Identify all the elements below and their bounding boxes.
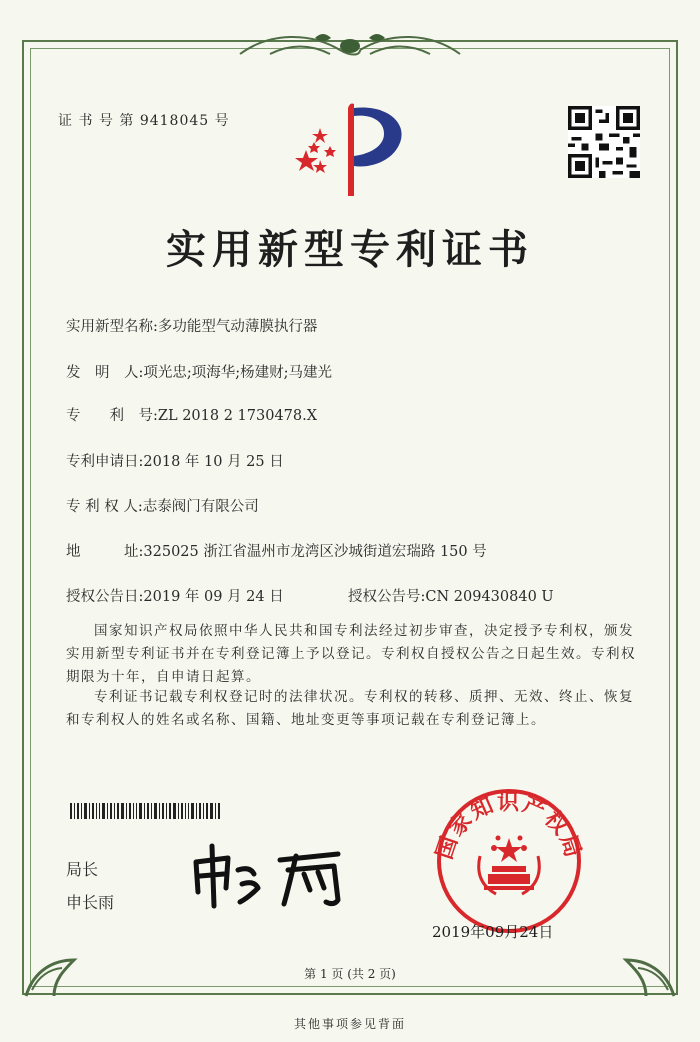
- official-seal: [424, 786, 594, 936]
- certificate-title: 实用新型专利证书: [166, 226, 534, 273]
- field-label: 实用新型名称:: [66, 319, 158, 335]
- grant-number-row: [348, 585, 554, 606]
- field-label: 地 址:: [66, 544, 144, 560]
- cert-number-value: 9418045: [139, 113, 210, 129]
- certificate-number: [58, 110, 230, 130]
- qr-code: [568, 106, 640, 178]
- page-indicator: 第 1 页 (共 2 页): [304, 967, 396, 981]
- back-note: 其他事项参见背面: [293, 1017, 406, 1031]
- application-date-row: [66, 450, 284, 471]
- director-name: 申长雨: [66, 893, 115, 912]
- seal-text: 国家知识产权局: [432, 790, 586, 863]
- field-value: 325025 浙江省温州市龙湾区沙城街道宏瑞路 150 号: [143, 544, 487, 560]
- grant-row: [66, 585, 284, 606]
- field-label: 专利申请日:: [66, 454, 144, 470]
- grant-statement-paragraph: 国家知识产权局依照中华人民共和国专利法经过初步审查，决定授予专利权，颁发实用新型专利证书并在专利登记簿上予以登记。专利权自授权公告之日起生效。专利权期限为十年，自申请日起算。: [66, 623, 636, 685]
- barcode: [70, 803, 220, 819]
- grant-date-value: 2019 年 09 月 24 日: [143, 589, 284, 605]
- cnipa-logo: [292, 98, 412, 198]
- cert-number-suffix: 号: [214, 113, 230, 129]
- field-value: ZL 2018 2 1730478.X: [157, 408, 318, 424]
- director-signature: [188, 840, 358, 910]
- field-value: 2018 年 10 月 25 日: [143, 454, 284, 470]
- field-label: 发 明 人:: [66, 365, 144, 381]
- patent-number-row: [66, 404, 317, 425]
- grant-date-label: 授权公告日:: [66, 589, 144, 605]
- inventor-row: [66, 361, 332, 382]
- field-label: 专 利 号:: [66, 408, 158, 424]
- patentee-row: [66, 495, 259, 516]
- top-ornament: [230, 28, 470, 68]
- cert-number-label: 证 书 号 第: [58, 113, 135, 129]
- utility-model-name-row: [66, 315, 317, 336]
- seal-date: 2019年09月24日: [432, 923, 554, 941]
- director-title: 局长: [66, 860, 99, 879]
- grant-number-label: 授权公告号:: [348, 589, 426, 605]
- field-value: 志泰阀门有限公司: [142, 499, 259, 515]
- grant-number-value: CN 209430840 U: [425, 589, 554, 605]
- address-row: [66, 540, 487, 561]
- field-value: 项光忠;项海华;杨建财;马建光: [143, 365, 333, 381]
- field-value: 多功能型气动薄膜执行器: [157, 319, 318, 335]
- field-label: 专 利 权 人:: [66, 499, 143, 515]
- legal-status-paragraph: 专利证书记载专利权登记时的法律状况。专利权的转移、质押、无效、终止、恢复和专利权人的姓名或名称、国籍、地址变更等事项记载在专利登记簿上。: [66, 689, 634, 728]
